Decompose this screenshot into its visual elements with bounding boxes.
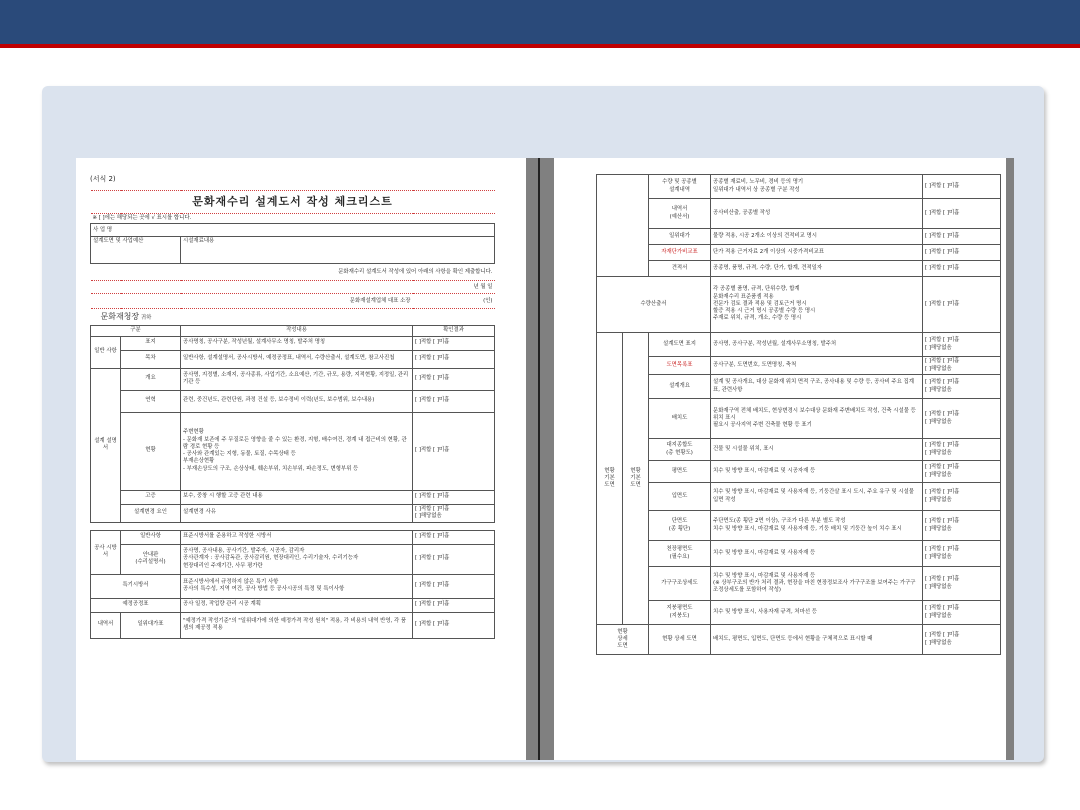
row-content: 단가 적용 근거자료 2개 이상의 시중가격비교표: [711, 245, 923, 261]
row-item: 설계변경 요인: [121, 504, 181, 522]
result-checkbox: [ ]적합 [ ]미흡 [ ]해당없음: [923, 399, 1001, 439]
statement-text: 문화재수리 설계도서 작성에 있어 아래의 사항을 확인 제출합니다.: [91, 264, 495, 281]
result-checkbox: [ ]적합 [ ]미흡 [ ]해당없음: [923, 511, 1001, 541]
row-content: 공사 일정, 작업량 관리 시공 계획: [181, 598, 413, 612]
result-checkbox: [ ]적합 [ ]미흡: [923, 199, 1001, 229]
table-row: [597, 601, 1001, 625]
repair-content-label: 시설재료내용: [181, 237, 495, 264]
row-group: 현황 상세 도면: [597, 625, 649, 655]
row-group: 설계 설명서: [91, 368, 121, 522]
result-checkbox: [ ]적합 [ ]미흡: [923, 175, 1001, 199]
result-checkbox: [ ]적합 [ ]미흡 [ ]해당없음: [923, 567, 1001, 601]
addressee-suffix: 귀하: [140, 314, 152, 321]
table-row: [91, 390, 495, 412]
row-content: 공사명, 공사내용, 공사기간, 발주자, 시공자, 감리자 공사관계자 : 공사감독관, 공사감리원, 현장대리인, 수리기술자, 수리기능자 현장대리인 주재기간, 사무 평가란: [181, 544, 413, 574]
result-checkbox: [ ]적합 [ ]미흡 [ ]해당없음: [923, 357, 1001, 375]
top-banner: [0, 0, 1080, 44]
result-checkbox: [ ]적합 [ ]미흡: [923, 229, 1001, 245]
checklist-table-left: [90, 190, 495, 639]
table-row: [597, 483, 1001, 511]
row-item: 단면도 (종 횡단): [649, 511, 711, 541]
row-content: 치수 및 방향 표시, 마감재료 및 사용자재 등, 기둥간살 표시 도시, 주요 유구 및 시설물 입면 작성: [711, 483, 923, 511]
table-row: [91, 574, 495, 598]
row-category: 수량산출서: [597, 277, 711, 333]
table-row: [597, 245, 1001, 261]
result-checkbox: [ ]적합 [ ]미흡: [923, 277, 1001, 333]
row-group: 현황 기본 도면: [597, 333, 623, 625]
table-row: [91, 368, 495, 390]
result-checkbox: [ ]적합 [ ]미흡: [413, 390, 495, 412]
row-content: 치수 및 방향 표시, 마감재료 및 사용자재 등: [711, 541, 923, 567]
row-content: 보수, 중창 시 행할 고증 관련 내용: [181, 490, 413, 504]
row-content: 공사구분, 도면번호, 도면명칭, 축척: [711, 357, 923, 375]
column-header-content: 작성내용: [181, 326, 413, 336]
row-group: 공사 시방서: [91, 530, 121, 574]
table-row: [597, 399, 1001, 439]
column-header-result: 확인결과: [413, 326, 495, 336]
row-item: 고증: [121, 490, 181, 504]
row-content: "예정가격 작성기준"의 "일위대가에 의한 예정가격 작성 원칙" 적용, 각 비용의 내역 반영, 각 품셈의 제공정 적용: [181, 612, 413, 638]
row-content: 주단면도(종 횡단 2면 이상), 구조가 다른 부분 별도 작성 치수 및 방향 표시, 마감재료 및 사용자재 등, 기둥 배치 및 기둥간 높이 치수 표시: [711, 511, 923, 541]
row-content: 공종별 재료비, 노무비, 경비 등의 명기 일위대가 내역서 상 공종별 구분 작성: [711, 175, 923, 199]
table-row: [597, 175, 1001, 199]
row-content: 각 공종별 품명, 규격, 단위수량, 합계 문화재수리 표준품셈 적용 전문가 검토 결과 적용 및 검토근거 명시 할증 적용 시 근거 명시 공종별 수량 등 명시 주재료 위치, 규격, 개소, 수량 등 명시: [711, 277, 923, 333]
result-checkbox: [ ]적합 [ ]미흡 [ ]해당없음: [923, 333, 1001, 357]
row-item: 표지: [121, 336, 181, 350]
result-checkbox: [ ]적합 [ ]미흡 [ ]해당없음: [923, 601, 1001, 625]
table-row: [91, 530, 495, 544]
row-item: 가구구조상세도: [649, 567, 711, 601]
row-group: [597, 175, 649, 277]
row-item: 일반사항: [121, 530, 181, 544]
row-category: 특기시방서: [91, 574, 181, 598]
table-row: [597, 511, 1001, 541]
row-content: 건물 및 시설물 위치, 표시: [711, 439, 923, 461]
row-content: 관련, 중건년도, 관련단원, 과정 건설 등, 보수정비 이력(년도, 보수범위, 보수내용): [181, 390, 413, 412]
row-content: 공종명, 품명, 규격, 수량, 단가, 합계, 견적일자: [711, 261, 923, 277]
designer-label: 설계도면 및 사업예산: [91, 237, 181, 264]
row-content: 설계 및 공사개요, 대상 문화재 위치 면적 구조, 공사내용 및 수량 등, 공사비 주요 집계표, 관련사항: [711, 375, 923, 399]
row-item: 대지종합도 (총 현황도): [649, 439, 711, 461]
row-content: 표준시방서를 준용하고 작성한 시방서: [181, 530, 413, 544]
project-name-label: 사 업 명: [91, 224, 495, 237]
table-row: [597, 461, 1001, 483]
row-item: 입면도: [649, 483, 711, 511]
row-item: 현황 상세 도면: [649, 625, 711, 655]
result-checkbox: [ ]적합 [ ]미흡 [ ]해당없음: [923, 541, 1001, 567]
row-item: 설계개요: [649, 375, 711, 399]
row-category: 예정공정표: [91, 598, 181, 612]
row-group: 일반 사항: [91, 336, 121, 368]
table-row: [597, 199, 1001, 229]
row-content: 일반사항, 설계설명서, 공사시방서, 예정공정표, 내역서, 수량산출서, 설계도면, 참고사진첩: [181, 350, 413, 368]
form-label: (서식 2): [90, 175, 116, 183]
row-item: 목차: [121, 350, 181, 368]
row-content: 배치도, 평면도, 입면도, 단면도 등에서 현황을 구체적으로 표시할 때: [711, 625, 923, 655]
row-subgroup: 현황 기본 도면: [623, 333, 649, 625]
table-row: [91, 522, 495, 530]
result-checkbox: [ ]적합 [ ]미흡: [923, 245, 1001, 261]
row-item: 천장평면도 (필수요): [649, 541, 711, 567]
row-item: 수량 및 공종별 설계내역: [649, 175, 711, 199]
row-content: 표준시방서에서 규정하지 않은 특기 사항 공사의 특수성, 지역 여건, 공사 방법 등 공사시공의 특정 및 특이사항: [181, 574, 413, 598]
row-item: 지붕평면도 (지붕도): [649, 601, 711, 625]
row-item: 내역서 (예산서): [649, 199, 711, 229]
table-row: [597, 567, 1001, 601]
table-row: [91, 336, 495, 350]
row-content: 공사명, 공사구분, 작성년월, 설계사무소명칭, 발주처: [711, 333, 923, 357]
addressee: 문화재청장: [100, 311, 140, 321]
date-line: 년 월 일: [91, 281, 495, 294]
table-row: [597, 625, 1001, 655]
row-item: 일위대가: [649, 229, 711, 245]
row-item: 개요: [121, 368, 181, 390]
row-item: 안내판 (수리설명서): [121, 544, 181, 574]
signer-line: 문화재설계업체 대표 소장: [91, 294, 413, 309]
result-checkbox: [ ]적합 [ ]미흡: [413, 490, 495, 504]
header-note: ※ [ ]에는 해당되는 곳에 √ 표시를 합니다.: [91, 214, 495, 224]
document-page-1: [76, 158, 526, 760]
table-row: [91, 504, 495, 522]
row-content: 치수 및 방향 표시, 마감재료 및 사용자재 등 (※ 상부구조의 반가 처리 결과, 현장을 마친 현장정보조사 가구구조를 보여주는 가구구조정상세도를 포함하여 작성): [711, 567, 923, 601]
row-item: 현황: [121, 412, 181, 490]
checklist-table-right: [596, 174, 1001, 655]
column-header-category: 구분: [91, 326, 181, 336]
result-checkbox: [ ]적합 [ ]미흡: [923, 261, 1001, 277]
seal-mark: (인): [413, 294, 495, 309]
table-row: [597, 357, 1001, 375]
document-viewer: [76, 158, 1014, 760]
result-checkbox: [ ]적합 [ ]미흡 [ ]해당없음: [923, 625, 1001, 655]
row-content: 공사명칭, 공사구분, 작성년월, 설계사무소 명칭, 발주처 명칭: [181, 336, 413, 350]
result-checkbox: [ ]적합 [ ]미흡: [413, 336, 495, 350]
table-row: [91, 490, 495, 504]
result-checkbox: [ ]적합 [ ]미흡 [ ]해당없음: [923, 375, 1001, 399]
table-row: [597, 541, 1001, 567]
row-item: 설계도면 표지: [649, 333, 711, 357]
table-row: [91, 544, 495, 574]
result-checkbox: [ ]적합 [ ]미흡: [413, 544, 495, 574]
row-item: 견적서: [649, 261, 711, 277]
result-checkbox: [ ]적합 [ ]미흡: [413, 598, 495, 612]
table-row: [597, 375, 1001, 399]
table-row: [597, 261, 1001, 277]
row-item: 일위대가표: [121, 612, 181, 638]
row-item: 배치도: [649, 399, 711, 439]
row-content: 설계변경 사유: [181, 504, 413, 522]
table-row: [597, 439, 1001, 461]
row-content: 공사명, 지정별, 소재지, 공사종류, 사업기간, 소요예산, 기간, 규모, 용량, 지적현황, 지정일, 관리기관 등: [181, 368, 413, 390]
result-checkbox: [ ]적합 [ ]미흡 [ ]해당없음: [923, 461, 1001, 483]
row-content: 문화재구역 전체 배치도, 현상변경시 보수대상 문화재 주변배치도 작성, 건축 시설물 등 위치 표시 필요시 공사지역 주변 건축물 현황 등 표기: [711, 399, 923, 439]
row-item: 도면목록표: [649, 357, 711, 375]
row-content: 치수 및 방향 표시, 마감재료 및 시공자재 등: [711, 461, 923, 483]
result-checkbox: [ ]적합 [ ]미흡 [ ]해당없음: [923, 439, 1001, 461]
result-checkbox: [ ]적합 [ ]미흡 [ ]해당없음: [413, 504, 495, 522]
row-group: 내역서: [91, 612, 121, 638]
table-row: [91, 598, 495, 612]
banner-accent-line: [0, 44, 1080, 48]
row-content: 물량 적용, 시공 2개소 이상의 견적비교 명시: [711, 229, 923, 245]
result-checkbox: [ ]적합 [ ]미흡: [413, 574, 495, 598]
table-row: [91, 350, 495, 368]
table-row: [597, 277, 1001, 333]
row-content: 치수 및 방향 표시, 사용자재 규격, 처마선 등: [711, 601, 923, 625]
document-page-2: [554, 158, 1006, 760]
row-content: 공사비산출, 공종별 작성: [711, 199, 923, 229]
row-content: 주변현황 - 문화재 보존에 주 무질로든 영향을 줄 수 있는 환경, 지형, 배수여건, 경계 내 접근비의 현황, 관람 경로 현황 등 - 공사와 관계있는 지형, 동물, 토질, 수목상태 등 부재손상현황 - 부재손상도의 구조, 손상상태, 훼손부위, 치손부위, 파손정도, 변형부위 등: [181, 412, 413, 490]
result-checkbox: [ ]적합 [ ]미흡: [413, 412, 495, 490]
row-item: 평면도: [649, 461, 711, 483]
table-row: [597, 333, 1001, 357]
row-item: 연혁: [121, 390, 181, 412]
table-row: [597, 229, 1001, 245]
page-divider: [538, 158, 540, 760]
table-row: [91, 412, 495, 490]
table-row: [91, 612, 495, 638]
result-checkbox: [ ]적합 [ ]미흡 [ ]해당없음: [923, 483, 1001, 511]
document-title: 문화재수리 설계도서 작성 체크리스트: [91, 191, 495, 214]
result-checkbox: [ ]적합 [ ]미흡: [413, 350, 495, 368]
row-item: 자재단가비교표: [649, 245, 711, 261]
result-checkbox: [ ]적합 [ ]미흡: [413, 368, 495, 390]
result-checkbox: [ ]적합 [ ]미흡: [413, 530, 495, 544]
result-checkbox: [ ]적합 [ ]미흡: [413, 612, 495, 638]
